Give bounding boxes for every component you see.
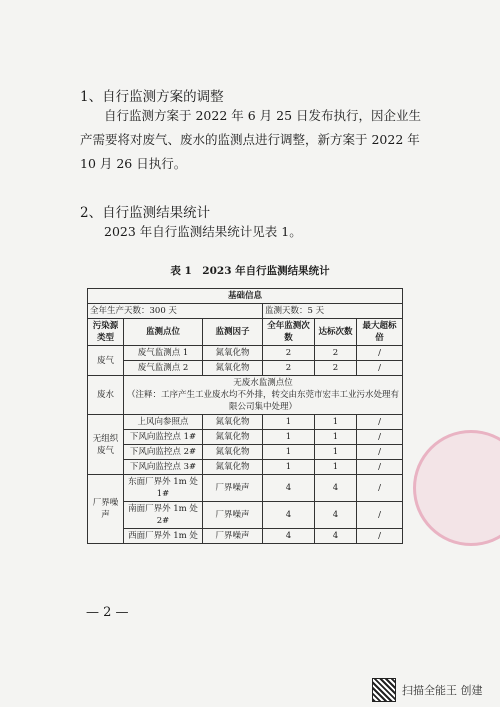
table-row	[88, 304, 403, 319]
wastewater-line-2: （注释：工序产生工业废水均不外排，转交由东莞市宏丰工业污水处理有限公司集中处理）	[127, 390, 400, 412]
cell: 4	[263, 502, 315, 529]
table-row	[88, 430, 403, 445]
cell: 氮氧化物	[203, 430, 263, 445]
cell: /	[357, 445, 403, 460]
cell: /	[357, 475, 403, 502]
cell: 1	[315, 445, 357, 460]
cell: 废气监测点 1	[124, 346, 203, 361]
scanner-watermark	[372, 678, 483, 702]
cell: 下风向监控点 3#	[124, 460, 203, 475]
wastewater-note-cell	[124, 376, 403, 415]
monitoring-results-table	[87, 288, 403, 544]
table-row	[88, 415, 403, 430]
cell: 下风向监控点 1#	[124, 430, 203, 445]
cell: 下风向监控点 2#	[124, 445, 203, 460]
source-type-exhaust: 废气	[88, 346, 124, 376]
table-row	[88, 346, 403, 361]
cell: 废气监测点 2	[124, 361, 203, 376]
table-row	[88, 460, 403, 475]
cell: 南面厂界外 1m 处 2#	[124, 502, 203, 529]
source-type-fugitive: 无组织废气	[88, 415, 124, 475]
cell: 2	[315, 346, 357, 361]
cell: 2	[263, 346, 315, 361]
source-type-noise: 厂界噪声	[88, 475, 124, 544]
cell: 2	[263, 361, 315, 376]
table-row	[88, 475, 403, 502]
section-2-paragraph: 2023 年自行监测结果统计见表 1。	[104, 224, 302, 239]
monitoring-days: 监测天数：5 天	[263, 304, 403, 319]
cell: 西面厂界外 1m 处	[124, 529, 203, 544]
basic-info-header: 基础信息	[88, 289, 403, 304]
table-header-row	[88, 319, 403, 346]
cell: 1	[263, 445, 315, 460]
cell: /	[357, 502, 403, 529]
table-row	[88, 376, 403, 415]
source-type-wastewater: 废水	[88, 376, 124, 415]
table-row	[88, 529, 403, 544]
col-header-count: 全年监测次数	[263, 319, 315, 346]
official-seal-stamp	[413, 430, 500, 546]
table-row	[88, 502, 403, 529]
cell: 4	[263, 475, 315, 502]
scanner-watermark-text: 扫描全能王 创建	[402, 684, 483, 697]
wastewater-line-1: 无废水监测点位	[233, 378, 293, 388]
cell: /	[357, 529, 403, 544]
cell: /	[357, 430, 403, 445]
cell: 氮氧化物	[203, 346, 263, 361]
cell: /	[357, 361, 403, 376]
table-row	[88, 445, 403, 460]
cell: 1	[315, 430, 357, 445]
col-header-factor: 监测因子	[203, 319, 263, 346]
cell: 上风向参照点	[124, 415, 203, 430]
col-header-source-type: 污染源类型	[88, 319, 124, 346]
cell: 4	[263, 529, 315, 544]
cell: 厂界噪声	[203, 529, 263, 544]
cell: 东面厂界外 1m 处 1#	[124, 475, 203, 502]
col-header-point: 监测点位	[124, 319, 203, 346]
cell: 1	[263, 415, 315, 430]
page-number: — 2 —	[86, 605, 129, 620]
cell: 2	[315, 361, 357, 376]
table-row	[88, 289, 403, 304]
section-1-paragraph: 自行监测方案于 2022 年 6 月 25 日发布执行，因企业生产需要将对废气、废水的监测点进行调整，新方案于 2022 年 10 月 26 日执行。	[80, 108, 422, 171]
cell: /	[357, 460, 403, 475]
cell: 1	[315, 460, 357, 475]
cell: 氮氧化物	[203, 415, 263, 430]
table-row	[88, 361, 403, 376]
cell: /	[357, 415, 403, 430]
cell: /	[357, 346, 403, 361]
cell: 氮氧化物	[203, 361, 263, 376]
section-1-heading: 1、自行监测方案的调整	[80, 89, 224, 105]
cell: 4	[315, 475, 357, 502]
qr-code-icon	[372, 678, 396, 702]
cell: 1	[263, 460, 315, 475]
production-days: 全年生产天数：300 天	[88, 304, 263, 319]
section-2-heading: 2、自行监测结果统计	[80, 205, 211, 221]
cell: 4	[315, 529, 357, 544]
col-header-max-exceed: 最大超标倍	[357, 319, 403, 346]
cell: 氮氧化物	[203, 445, 263, 460]
cell: 厂界噪声	[203, 502, 263, 529]
table-caption: 表 1 2023 年自行监测结果统计	[170, 265, 330, 277]
cell: 1	[315, 415, 357, 430]
cell: 1	[263, 430, 315, 445]
cell: 4	[315, 502, 357, 529]
col-header-compliant: 达标次数	[315, 319, 357, 346]
cell: 氮氧化物	[203, 460, 263, 475]
cell: 厂界噪声	[203, 475, 263, 502]
